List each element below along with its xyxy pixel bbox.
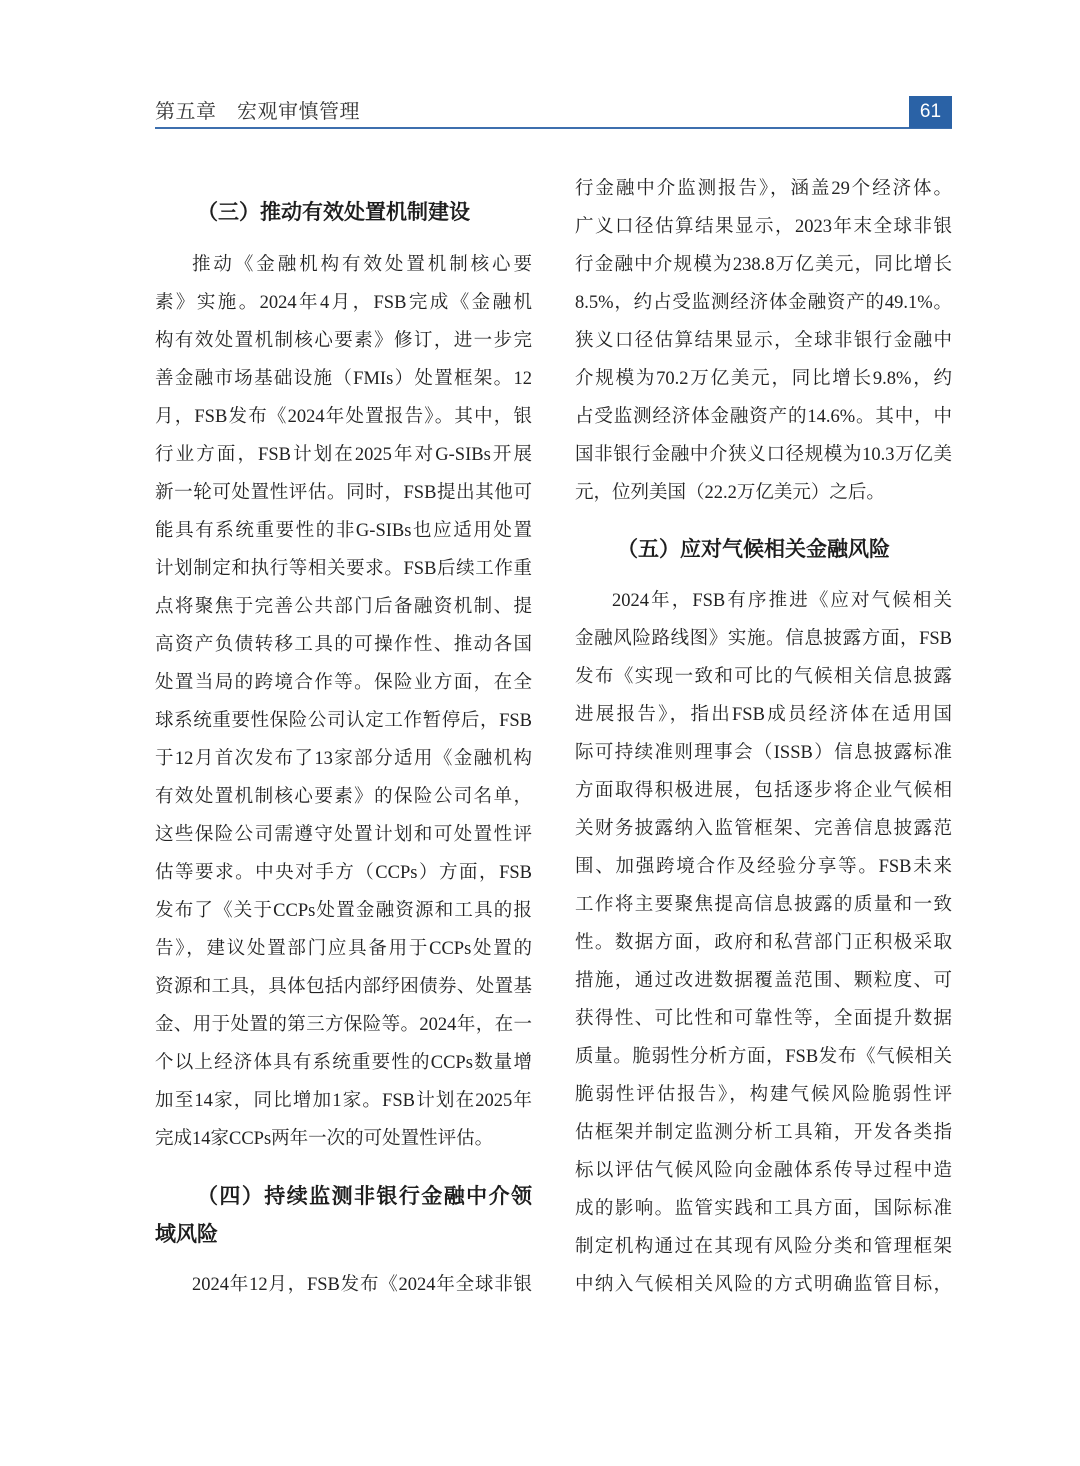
section-heading-continued: 域风险	[155, 1222, 218, 1246]
paragraph-line: 资源和工具，具体包括内部纾困债券、处置基	[155, 977, 532, 997]
paragraph-line: 介规模为70.2万亿美元，同比增长9.8%，约	[575, 369, 952, 389]
paragraph-line: 金融风险路线图》实施。信息披露方面，FSB	[575, 629, 952, 649]
paragraph-line: 狭义口径估算结果显示，全球非银行金融中	[575, 331, 952, 351]
section-heading: （三）推动有效处置机制建设	[197, 200, 470, 224]
paragraph-line: 成的影响。监管实践和工具方面，国际标准	[575, 1199, 952, 1219]
paragraph-line: 新一轮可处置性评估。同时，FSB提出其他可	[155, 483, 532, 503]
paragraph-line: 金、用于处置的第三方保险等。2024年，在一	[155, 1015, 532, 1035]
paragraph-line: 围、加强跨境合作及经验分享等。FSB未来	[575, 857, 952, 877]
paragraph-line: 行金融中介监测报告》，涵盖29个经济体。	[575, 179, 952, 199]
paragraph-line: 标以评估气候风险向金融体系传导过程中造	[575, 1161, 952, 1181]
paragraph-line: 于12月首次发布了13家部分适用《金融机构	[155, 749, 532, 769]
chapter-title: 第五章 宏观审慎管理	[155, 101, 360, 123]
paragraph-line: 中纳入气候相关风险的方式明确监管目标，	[575, 1275, 952, 1295]
paragraph-line: 这些保险公司需遵守处置计划和可处置性评	[155, 825, 532, 845]
paragraph-line: 处置当局的跨境合作等。保险业方面，在全	[155, 673, 532, 693]
paragraph-line: 有效处置机制核心要素》的保险公司名单，	[155, 787, 532, 807]
section-3-paragraph	[155, 246, 532, 1158]
paragraph-line: 国非银行金融中介狭义口径规模为10.3万亿美	[575, 445, 952, 465]
paragraph-line: 估框架并制定监测分析工具箱，开发各类指	[575, 1123, 952, 1143]
paragraph-line: 元，位列美国（22.2万亿美元）之后。	[575, 483, 885, 503]
paragraph-line: 方面取得积极进展，包括逐步将企业气候相	[575, 781, 952, 801]
paragraph-line: 质量。脆弱性分析方面，FSB发布《气候相关	[575, 1047, 952, 1067]
section-4-paragraph-continued	[575, 170, 952, 512]
paragraph-line: 2024年12月，FSB发布《2024年全球非银	[192, 1275, 532, 1295]
paragraph-line: 制定机构通过在其现有风险分类和管理框架	[575, 1237, 952, 1257]
paragraph-line: 计划制定和执行等相关要求。FSB后续工作重	[155, 559, 532, 579]
paragraph-line: 性。数据方面，政府和私营部门正积极采取	[575, 933, 952, 953]
paragraph-line: 进展报告》，指出FSB成员经济体在适用国	[575, 705, 952, 725]
paragraph-line: 行业方面，FSB计划在2025年对G-SIBs开展	[155, 445, 532, 465]
section-4-heading-block	[155, 1177, 532, 1253]
paragraph-line: 加至14家，同比增加1家。FSB计划在2025年	[155, 1091, 532, 1111]
section-5-heading-block	[575, 530, 952, 568]
paragraph-line: 措施，通过改进数据覆盖范围、颗粒度、可	[575, 971, 952, 991]
paragraph-line: 际可持续准则理事会（ISSB）信息披露标准	[575, 743, 952, 763]
paragraph-line: 获得性、可比性和可靠性等，全面提升数据	[575, 1009, 952, 1029]
paragraph-line: 完成14家CCPs两年一次的可处置性评估。	[155, 1129, 494, 1149]
paragraph-line: 月，FSB发布《2024年处置报告》。其中，银	[155, 407, 532, 427]
page-number: 61	[909, 96, 952, 128]
paragraph-line: 发布《实现一致和可比的气候相关信息披露	[575, 667, 952, 687]
paragraph-line: 行金融中介规模为238.8万亿美元，同比增长	[575, 255, 952, 275]
paragraph-line: 估等要求。中央对手方（CCPs）方面，FSB	[155, 863, 532, 883]
paragraph-line: 发布了《关于CCPs处置金融资源和工具的报	[155, 901, 532, 921]
paragraph-line: 脆弱性评估报告》，构建气候风险脆弱性评	[575, 1085, 952, 1105]
paragraph-line: 善金融市场基础设施（FMIs）处置框架。12	[155, 369, 532, 389]
paragraph-line: 关财务披露纳入监管框架、完善信息披露范	[575, 819, 952, 839]
header-divider	[155, 127, 952, 129]
paragraph-line: 告》，建议处置部门应具备用于CCPs处置的	[155, 939, 532, 959]
paragraph-line: 2024年，FSB有序推进《应对气候相关	[612, 591, 952, 611]
paragraph-line: 球系统重要性保险公司认定工作暂停后，FSB	[155, 711, 532, 731]
paragraph-line: 素》实施。2024年4月，FSB完成《金融机	[155, 293, 532, 313]
paragraph-line: 广义口径估算结果显示，2023年末全球非银	[575, 217, 952, 237]
section-5-paragraph	[575, 582, 952, 1304]
paragraph-line: 高资产负债转移工具的可操作性、推动各国	[155, 635, 532, 655]
paragraph-line: 个以上经济体具有系统重要性的CCPs数量增	[155, 1053, 532, 1073]
section-4-paragraph	[155, 1266, 532, 1304]
section-heading: （五）应对气候相关金融风险	[617, 537, 890, 561]
paragraph-line: 工作将主要聚焦提高信息披露的质量和一致	[575, 895, 952, 915]
paragraph-line: 推动《金融机构有效处置机制核心要	[192, 255, 532, 275]
paragraph-line: 占受监测经济体金融资产的14.6%。其中，中	[575, 407, 952, 427]
section-heading: （四）持续监测非银行金融中介领	[197, 1184, 532, 1208]
paragraph-line: 能具有系统重要性的非G-SIBs也应适用处置	[155, 521, 532, 541]
paragraph-line: 点将聚焦于完善公共部门后备融资机制、提	[155, 597, 532, 617]
paragraph-line: 8.5%，约占受监测经济体金融资产的49.1%。	[575, 293, 952, 313]
section-3-heading-block	[155, 193, 532, 231]
paragraph-line: 构有效处置机制核心要素》修订，进一步完	[155, 331, 532, 351]
